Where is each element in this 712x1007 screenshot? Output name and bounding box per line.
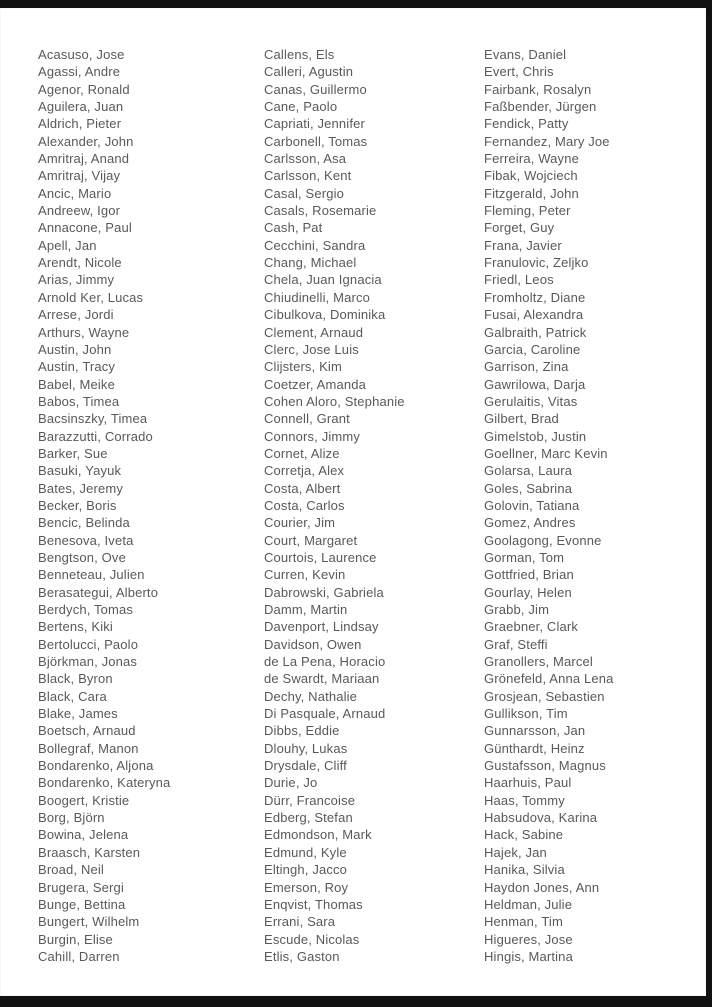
list-item: Babel, Meike [38,376,115,392]
list-item: Goellner, Marc Kevin [484,445,608,461]
list-item: Bollegraf, Manon [38,740,139,756]
list-item: Carbonell, Tomas [264,133,368,149]
list-item: Broad, Neil [38,862,104,878]
list-item: Haydon Jones, Ann [484,879,600,895]
list-item: Chiudinelli, Marco [264,289,371,305]
list-item: Cane, Paolo [264,99,338,115]
name-column-2 [264,46,484,965]
list-item: Gourlay, Helen [484,584,572,600]
list-item: Forget, Guy [484,220,555,236]
list-item: Dechy, Nathalie [264,688,358,704]
list-item: Gilbert, Brad [484,411,559,427]
list-item: Goolagong, Evonne [484,532,602,548]
list-item: Habsudova, Karina [484,810,598,826]
list-item: Heldman, Julie [484,896,573,912]
list-item: Arnold Ker, Lucas [38,289,144,305]
list-item: Annacone, Paul [38,220,132,236]
list-item: Dabrowski, Gabriela [264,584,384,600]
list-item: Ancic, Mario [38,185,112,201]
list-item: Clement, Arnaud [264,324,364,340]
list-item: Callens, Els [264,47,335,62]
list-item: Canas, Guillermo [264,81,367,97]
list-item: Cash, Pat [264,220,323,236]
list-item: Benesova, Iveta [38,532,134,548]
list-item: Bertens, Kiki [38,619,113,635]
list-item: Agenor, Ronald [38,81,130,97]
list-item: Andreew, Igor [38,203,121,219]
list-item: Gullikson, Tim [484,706,568,722]
list-item: Clerc, Jose Luis [264,341,359,357]
list-item: Henman, Tim [484,914,563,930]
list-item: Fibak, Wojciech [484,168,578,184]
list-item: Bencic, Belinda [38,515,130,531]
list-item: Austin, Tracy [38,359,116,375]
list-item: Goles, Sabrina [484,480,573,496]
list-item: Borg, Björn [38,810,105,826]
list-item: Dlouhy, Lukas [264,740,348,756]
list-item: Court, Margaret [264,532,358,548]
list-item: Courtois, Laurence [264,549,377,565]
list-item: Connell, Grant [264,411,350,427]
list-item: Barker, Sue [38,445,108,461]
list-item: Franulovic, Zeljko [484,255,589,271]
list-item: Golovin, Tatiana [484,497,580,513]
list-item: Amritraj, Vijay [38,168,121,184]
list-item: Frana, Javier [484,237,562,253]
list-item: Amritraj, Anand [38,151,130,167]
name-column-1 [38,46,258,965]
list-item: Clijsters, Kim [264,359,342,375]
list-item: Arthurs, Wayne [38,324,130,340]
list-item: Casal, Sergio [264,185,344,201]
list-item: Edmund, Kyle [264,844,347,860]
list-item: Dürr, Francoise [264,792,356,808]
list-item: Fromholtz, Diane [484,289,586,305]
list-item: Fairbank, Rosalyn [484,81,592,97]
list-item: Ferreira, Wayne [484,151,579,167]
list-item: Bertolucci, Paolo [38,636,139,652]
list-item: Corretja, Alex [264,463,345,479]
list-item: Coetzer, Amanda [264,376,366,392]
list-item: Gorman, Tom [484,549,565,565]
list-item: Bondarenko, Aljona [38,758,154,774]
list-item: Arrese, Jordi [38,307,114,323]
list-item: Enqvist, Thomas [264,896,363,912]
list-item: Bacsinszky, Timea [38,411,148,427]
list-item: Faßbender, Jürgen [484,99,597,115]
list-item: Austin, John [38,341,112,357]
list-item: Fleming, Peter [484,203,571,219]
list-item: Bungert, Wilhelm [38,914,140,930]
list-item: Higueres, Jose [484,931,573,947]
list-item: de La Pena, Horacio [264,654,386,670]
list-item: Cornet, Alize [264,445,340,461]
list-item: Hanika, Silvia [484,862,565,878]
list-item: Cecchini, Sandra [264,237,366,253]
list-item: Carlsson, Asa [264,151,347,167]
list-item: Fitzgerald, John [484,185,579,201]
document-page [0,8,706,996]
list-item: Boogert, Kristie [38,792,130,808]
list-item: Calleri, Agustin [264,64,354,80]
list-item: Benneteau, Julien [38,567,145,583]
list-item: Fernandez, Mary Joe [484,133,610,149]
list-item: Davenport, Lindsay [264,619,379,635]
list-item: Damm, Martin [264,602,348,617]
list-item: Burgin, Elise [38,931,113,947]
list-item: Casals, Rosemarie [264,203,377,219]
list-item: Carlsson, Kent [264,168,352,184]
list-item: Fendick, Patty [484,116,569,132]
list-item: Apell, Jan [38,237,97,253]
list-item: Di Pasquale, Arnaud [264,706,386,722]
list-item: Haas, Tommy [484,792,565,808]
list-item: Grabb, Jim [484,602,550,617]
list-item: Bondarenko, Kateryna [38,775,171,791]
list-item: Gimelstob, Justin [484,428,587,444]
list-item: Friedl, Leos [484,272,554,288]
list-item: Costa, Carlos [264,497,345,513]
list-item: Evert, Chris [484,64,554,80]
list-item: Babos, Timea [38,393,120,409]
list-item: Edberg, Stefan [264,810,353,826]
list-item: Acasuso, Jose [38,47,125,62]
list-item: Boetsch, Arnaud [38,723,136,739]
list-item: Graf, Steffi [484,636,548,652]
list-item: Chela, Juan Ignacia [264,272,382,288]
list-item: Barazzutti, Corrado [38,428,153,444]
list-item: Alexander, John [38,133,134,149]
list-item: Black, Byron [38,671,113,687]
list-item: Curren, Kevin [264,567,346,583]
list-item: Hack, Sabine [484,827,564,843]
list-item: Errani, Sara [264,914,336,930]
name-column-3 [484,46,704,965]
list-item: Bunge, Bettina [38,896,126,912]
list-item: Gawrilowa, Darja [484,376,586,392]
list-item: Capriati, Jennifer [264,116,365,132]
list-item: Galbraith, Patrick [484,324,587,340]
list-item: Etlis, Gaston [264,948,340,964]
list-item: Haarhuis, Paul [484,775,572,791]
list-item: Bowina, Jelena [38,827,129,843]
list-item: Costa, Albert [264,480,341,496]
list-item: Günthardt, Heinz [484,740,585,756]
list-item: Golarsa, Laura [484,463,573,479]
list-item: Davidson, Owen [264,636,362,652]
list-item: Grönefeld, Anna Lena [484,671,614,687]
list-item: Fusai, Alexandra [484,307,584,323]
list-item: Hingis, Martina [484,948,573,964]
list-item: Brugera, Sergi [38,879,124,895]
list-item: Braasch, Karsten [38,844,141,860]
list-item: Durie, Jo [264,775,318,791]
list-item: Evans, Daniel [484,47,567,62]
list-item: Berdych, Tomas [38,602,134,617]
list-item: Gunnarsson, Jan [484,723,586,739]
list-item: Berasategui, Alberto [38,584,159,600]
list-item: Black, Cara [38,688,107,704]
list-item: Gerulaitis, Vitas [484,393,578,409]
list-item: Aguilera, Juan [38,99,124,115]
list-item: Blake, James [38,706,118,722]
list-item: Gustafsson, Magnus [484,758,606,774]
list-item: Grosjean, Sebastien [484,688,605,704]
list-item: Arias, Jimmy [38,272,115,288]
list-item: Gomez, Andres [484,515,576,531]
list-item: Edmondson, Mark [264,827,372,843]
list-item: Chang, Michael [264,255,357,271]
list-item: Eltingh, Jacco [264,862,348,878]
list-item: de Swardt, Mariaan [264,671,380,687]
list-item: Escude, Nicolas [264,931,360,947]
list-item: Hajek, Jan [484,844,547,860]
list-item: Agassi, Andre [38,64,121,80]
list-item: Cibulkova, Dominika [264,307,386,323]
list-item: Becker, Boris [38,497,117,513]
list-item: Cohen Aloro, Stephanie [264,393,405,409]
list-item: Gottfried, Brian [484,567,574,583]
list-item: Emerson, Roy [264,879,349,895]
list-item: Bates, Jeremy [38,480,124,496]
list-item: Courier, Jim [264,515,336,531]
list-item: Björkman, Jonas [38,654,138,670]
list-item: Cahill, Darren [38,948,120,964]
list-item: Connors, Jimmy [264,428,361,444]
list-item: Aldrich, Pieter [38,116,122,132]
list-item: Dibbs, Eddie [264,723,340,739]
list-item: Bengtson, Ove [38,549,126,565]
list-item: Basuki, Yayuk [38,463,122,479]
list-item: Graebner, Clark [484,619,579,635]
list-item: Garrison, Zina [484,359,569,375]
list-item: Drysdale, Cliff [264,758,347,774]
list-item: Garcia, Caroline [484,341,581,357]
list-item: Arendt, Nicole [38,255,122,271]
list-item: Granollers, Marcel [484,654,593,670]
